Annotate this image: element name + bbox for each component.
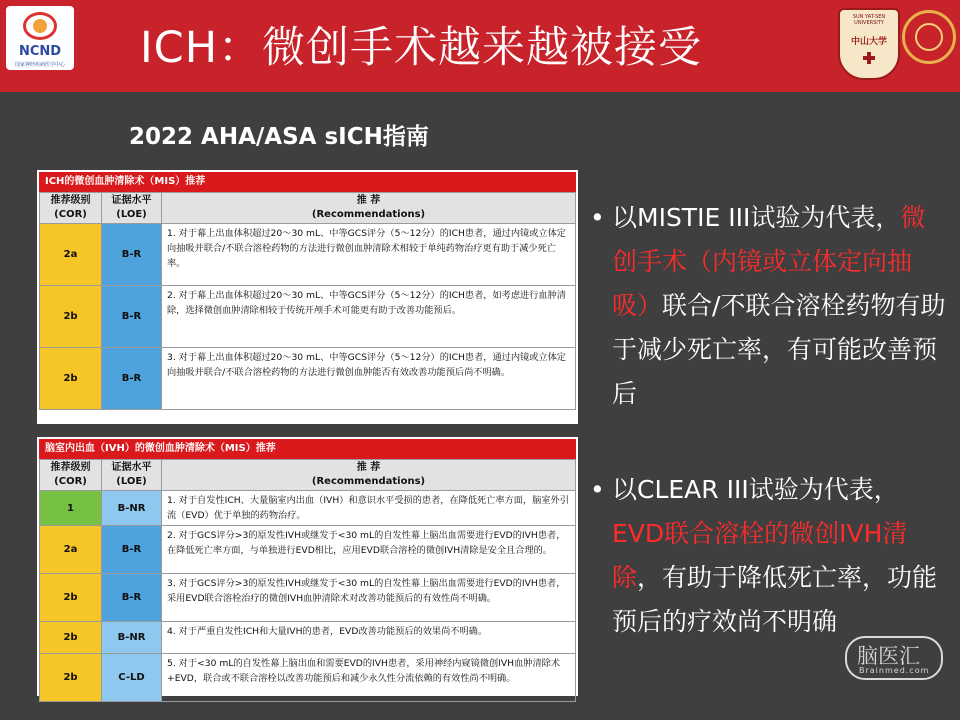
cor-cell: 2b	[40, 348, 102, 410]
bullet-dot-icon: •	[590, 475, 605, 504]
header-loe-label: 证据水平	[111, 462, 152, 473]
table-row	[40, 348, 576, 410]
seal-ring-icon	[915, 23, 943, 51]
cor-cell: 2a	[40, 224, 102, 286]
recommendation-cell: 2. 对于GCS评分>3的原发性IVH或继发于<30 mL的自发性幕上脑出血需要进行EVD的IVH患者，在降低死亡率方面，与单独进行EVD相比，应用EVD联合溶栓的微创IVH清除是安全且合理的。	[162, 526, 576, 574]
bullet-highlight-text: EVD联合溶栓的微创IVH清除	[612, 519, 908, 592]
loe-cell: B-R	[102, 348, 162, 410]
header-cor-label: 推荐级别	[50, 195, 91, 206]
recommendation-cell: 5. 对于<30 mL的自发性幕上脑出血和需要EVD的IVH患者，采用神经内窥镜微创IVH血肿清除术+EVD，联合或不联合溶栓以改善功能预后和减少永久性分流依赖的有效性尚不明确。	[162, 654, 576, 702]
loe-cell: C-LD	[102, 654, 162, 702]
recommendation-cell: 4. 对于严重自发性ICH和大量IVH的患者，EVD改善功能预后的效果尚不明确。	[162, 622, 576, 654]
header-rec	[162, 460, 576, 491]
recommendation-cell: 1. 对于幕上出血体积超过20～30 mL、中等GCS评分（5～12分）的ICH患者，通过内镜或立体定向抽吸并联合/不联合溶栓药物的方法进行微创血肿清除术相较于单纯药物治疗更有助于减少死亡率。	[162, 224, 576, 286]
cor-cell: 2b	[40, 574, 102, 622]
header-rec-en: (Recommendations)	[311, 476, 426, 487]
header-loe-en: (LOE)	[116, 476, 147, 487]
university-crest-logo	[838, 8, 900, 80]
hospital-seal-logo	[902, 10, 956, 64]
watermark-main-text: 脑医汇	[857, 644, 920, 668]
table-row	[40, 224, 576, 286]
ncnd-logo	[6, 6, 74, 70]
bullet-pre-text: 以MISTIE III试验为代表，	[612, 203, 901, 232]
bullet-text	[612, 196, 948, 416]
recommendation-cell: 3. 对于幕上出血体积超过20～30 mL、中等GCS评分（5～12分）的ICH患者，通过内镜或立体定向抽吸并联合/不联合溶栓药物的方法进行微创血肿能否有效改善功能预后尚不明确。	[162, 348, 576, 410]
logo-brand-text: NCND	[18, 44, 62, 59]
loe-cell: B-R	[102, 224, 162, 286]
table-row	[40, 491, 576, 526]
bullet-dot-icon: •	[590, 203, 605, 232]
bullet-pre-text: 以CLEAR III试验为代表，	[612, 475, 899, 504]
table-row	[40, 574, 576, 622]
loe-cell: B-R	[102, 286, 162, 348]
header-rec-label: 推 荐	[356, 195, 381, 206]
table-row	[40, 654, 576, 702]
ich-mis-table	[37, 170, 578, 424]
guideline-subtitle: 2022 AHA/ASA sICH指南	[129, 124, 429, 150]
ivh-mis-table	[37, 437, 578, 696]
recommendation-table	[39, 459, 576, 702]
cor-cell: 2b	[40, 286, 102, 348]
header-cor	[40, 193, 102, 224]
cor-cell: 2b	[40, 654, 102, 702]
recommendation-table	[39, 192, 576, 410]
header-loe-label: 证据水平	[111, 195, 152, 206]
table-caption: ICH的微创血肿清除术（MIS）推荐	[39, 172, 576, 192]
slide-title: ICH：微创手术越来越被接受	[140, 23, 703, 73]
brainmed-watermark	[845, 636, 945, 686]
header-rec-en: (Recommendations)	[311, 209, 426, 220]
watermark-sub-text: Brainmed.com	[859, 666, 930, 675]
header-loe	[102, 460, 162, 491]
cor-cell: 2b	[40, 622, 102, 654]
bullet-post-text: ，有助于降低死亡率，功能预后的疗效尚不明确	[612, 563, 938, 636]
header-loe	[102, 193, 162, 224]
table-header-row	[40, 193, 576, 224]
header-rec-label: 推 荐	[356, 462, 381, 473]
brain-logo-center-icon	[33, 19, 47, 33]
header-bar	[0, 0, 960, 92]
recommendation-cell: 1. 对于自发性ICH、大量脑室内出血（IVH）和意识水平受损的患者，在降低死亡率方面，脑室外引流（EVD）优于单独的药物治疗。	[162, 491, 576, 526]
header-cor-en: (COR)	[54, 476, 87, 487]
table-row	[40, 286, 576, 348]
header-rec	[162, 193, 576, 224]
header-cor	[40, 460, 102, 491]
bullet-text	[612, 468, 948, 644]
cross-icon	[863, 52, 875, 64]
header-loe-en: (LOE)	[116, 209, 147, 220]
bullet-post-text: 联合/不联合溶栓药物有助于减少死亡率，有可能改善预后	[612, 291, 946, 408]
loe-cell: B-NR	[102, 622, 162, 654]
table-row	[40, 622, 576, 654]
loe-cell: B-R	[102, 574, 162, 622]
table-row	[40, 526, 576, 574]
loe-cell: B-NR	[102, 491, 162, 526]
cor-cell: 2a	[40, 526, 102, 574]
logo-sub-text: 国家神经疾病医学中心	[14, 62, 65, 68]
bullet-highlight-text: 微创手术（内镜或立体定向抽吸）	[612, 203, 926, 320]
table-caption: 脑室内出血（IVH）的微创血肿清除术（MIS）推荐	[39, 439, 576, 459]
cor-cell: 1	[40, 491, 102, 526]
crest-mid-text: 中山大学	[850, 37, 887, 47]
loe-cell: B-R	[102, 526, 162, 574]
crest-top-text: SUN YAT-SEN UNIVERSITY	[852, 14, 886, 26]
table-header-row	[40, 460, 576, 491]
header-cor-label: 推荐级别	[50, 462, 91, 473]
header-cor-en: (COR)	[54, 209, 87, 220]
recommendation-cell: 3. 对于GCS评分>3的原发性IVH或继发于<30 mL的自发性幕上脑出血需要进行EVD的IVH患者，采用EVD联合溶栓治疗的微创IVH血肿清除术对改善功能预后的有效性尚不明确。	[162, 574, 576, 622]
recommendation-cell: 2. 对于幕上出血体积超过20～30 mL、中等GCS评分（5～12分）的ICH患者，如考虑进行血肿清除，选择微创血肿清除相较于传统开颅手术可能更有助于改善功能预后。	[162, 286, 576, 348]
